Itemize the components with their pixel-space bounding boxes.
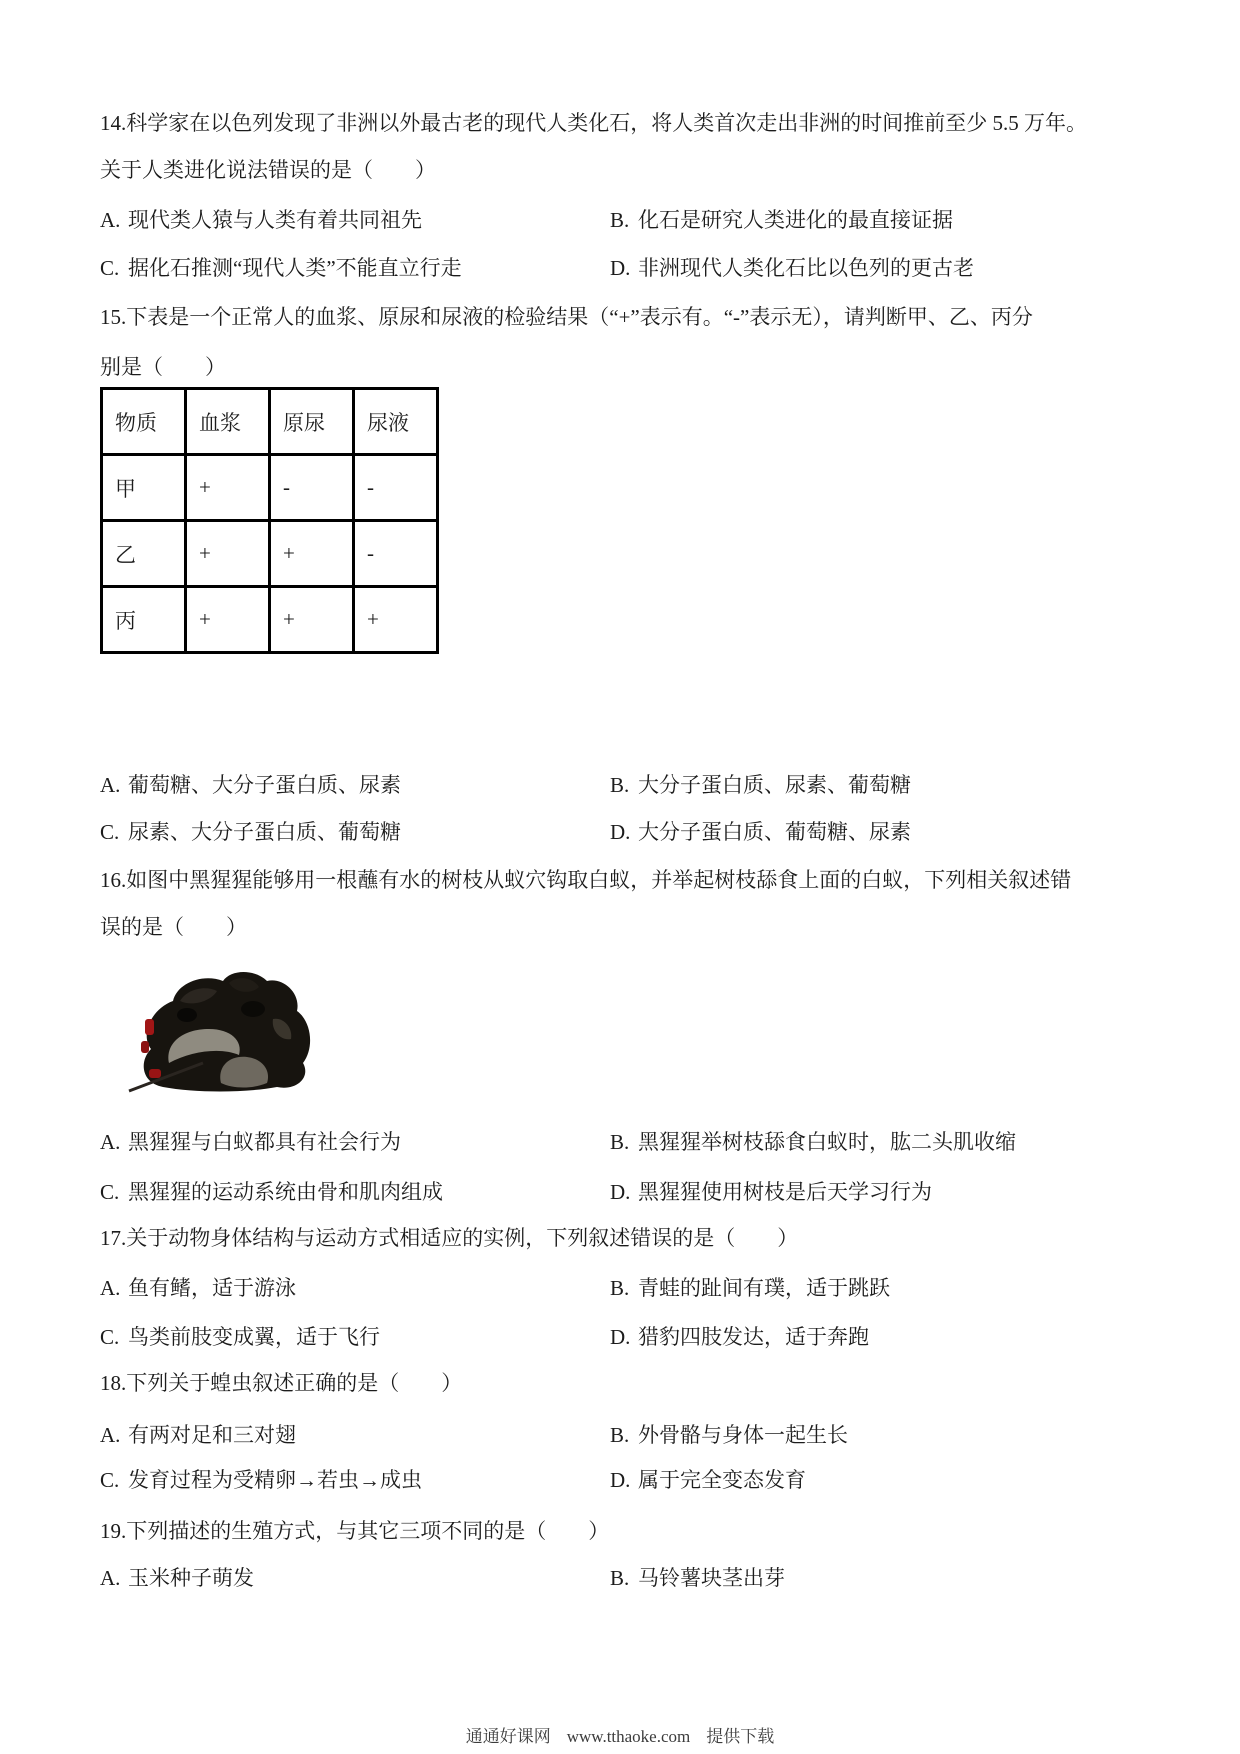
option-label: D. xyxy=(610,1180,631,1204)
question-18-option-d xyxy=(610,1457,806,1504)
question-14-options-row-1 xyxy=(100,197,1180,244)
question-15-options-row-1 xyxy=(100,762,1180,809)
option-text: 鱼有鳍，适于游泳 xyxy=(128,1276,296,1300)
table-cell: 乙 xyxy=(102,521,186,587)
option-text: 黑猩猩使用树枝是后天学习行为 xyxy=(638,1180,932,1204)
option-text: 化石是研究人类进化的最直接证据 xyxy=(638,208,953,232)
question-17-option-d xyxy=(610,1314,869,1361)
footer-note: 提供下载 xyxy=(706,1727,775,1746)
table-cell: + xyxy=(270,587,354,653)
question-15-option-a xyxy=(100,762,401,809)
chimpanzee-photo xyxy=(125,965,320,1095)
question-15-stem-line-1: 15.下表是一个正常人的血浆、原尿和尿液的检验结果（“+”表示有。“-”表示无），请判断甲、乙、丙分 xyxy=(100,305,1033,329)
option-text: 黑猩猩的运动系统由骨和肌肉组成 xyxy=(128,1180,443,1204)
table-header-row xyxy=(102,389,438,455)
option-label: D. xyxy=(610,1468,631,1492)
question-17-options-row-1 xyxy=(100,1265,1180,1312)
question-16-stem-line-2: 误的是（ ） xyxy=(100,915,247,939)
table-header-primary-urine: 原尿 xyxy=(270,389,354,455)
footer-url: www.tthaoke.com xyxy=(566,1727,691,1746)
question-16-option-d xyxy=(610,1169,932,1216)
option-text: 属于完全变态发育 xyxy=(638,1468,806,1492)
question-15-stem-line-2: 别是（ ） xyxy=(100,355,226,379)
option-label: D. xyxy=(610,256,631,280)
option-text: 非洲现代人类化石比以色列的更古老 xyxy=(638,256,974,280)
question-15-option-d xyxy=(610,809,911,856)
question-17-options-row-2 xyxy=(100,1314,1180,1361)
question-14-options-row-2 xyxy=(100,245,1180,292)
option-text: 猎豹四肢发达，适于奔跑 xyxy=(638,1325,869,1349)
question-15-option-c xyxy=(100,809,401,856)
option-text: 葡萄糖、大分子蛋白质、尿素 xyxy=(128,773,401,797)
table-row xyxy=(102,455,438,521)
option-text: 黑猩猩举树枝舔食白蚁时，肱二头肌收缩 xyxy=(638,1130,1016,1154)
table-row xyxy=(102,587,438,653)
option-label: C. xyxy=(100,256,120,280)
table-header-urine: 尿液 xyxy=(354,389,438,455)
page-footer xyxy=(0,1722,1240,1752)
option-label: C. xyxy=(100,1468,120,1492)
option-text: 大分子蛋白质、葡萄糖、尿素 xyxy=(638,820,911,844)
question-18-options-row-2 xyxy=(100,1457,1180,1504)
option-label: A. xyxy=(100,208,121,232)
question-14-option-a xyxy=(100,197,422,244)
question-15-options-row-2 xyxy=(100,809,1180,856)
option-label: D. xyxy=(610,1325,631,1349)
option-label: C. xyxy=(100,1325,120,1349)
question-17-option-b xyxy=(610,1265,890,1312)
question-14-stem-line-1: 14.科学家在以色列发现了非洲以外最古老的现代人类化石，将人类首次走出非洲的时间推前至少 5.5 万年。 xyxy=(100,111,1087,135)
table-cell: 甲 xyxy=(102,455,186,521)
question-19-option-a xyxy=(100,1555,254,1602)
option-text: 玉米种子萌发 xyxy=(128,1566,254,1590)
option-label: B. xyxy=(610,208,630,232)
question-19-options-row-1 xyxy=(100,1555,1180,1602)
question-14-option-b xyxy=(610,197,953,244)
table-header-plasma: 血浆 xyxy=(186,389,270,455)
option-text: 大分子蛋白质、尿素、葡萄糖 xyxy=(638,773,911,797)
question-18-option-a xyxy=(100,1412,296,1459)
option-label: C. xyxy=(100,1180,120,1204)
option-text: 外骨骼与身体一起生长 xyxy=(638,1423,848,1447)
question-19-stem-line-1: 19.下列描述的生殖方式，与其它三项不同的是（ ） xyxy=(100,1519,610,1543)
table-header-substance: 物质 xyxy=(102,389,186,455)
question-18-options-row-1 xyxy=(100,1412,1180,1459)
footer-site-name: 通通好课网 xyxy=(465,1727,551,1746)
table-cell: - xyxy=(354,455,438,521)
urine-test-table xyxy=(100,387,439,654)
question-17-option-c xyxy=(100,1314,380,1361)
option-label: B. xyxy=(610,1276,630,1300)
option-label: D. xyxy=(610,820,631,844)
question-14-option-c xyxy=(100,245,462,292)
option-text: 鸟类前肢变成翼，适于飞行 xyxy=(128,1325,380,1349)
option-label: A. xyxy=(100,1130,121,1154)
table-cell: - xyxy=(354,521,438,587)
option-text: 黑猩猩与白蚁都具有社会行为 xyxy=(128,1130,401,1154)
question-16-option-a xyxy=(100,1119,401,1166)
question-14-stem-line-2: 关于人类进化说法错误的是（ ） xyxy=(100,158,436,182)
table-cell: + xyxy=(354,587,438,653)
question-18-option-b xyxy=(610,1412,848,1459)
option-text: 尿素、大分子蛋白质、葡萄糖 xyxy=(128,820,401,844)
table-cell: + xyxy=(186,521,270,587)
option-label: B. xyxy=(610,773,630,797)
question-16-option-c xyxy=(100,1169,443,1216)
option-label: A. xyxy=(100,1276,121,1300)
table-cell: + xyxy=(186,455,270,521)
option-label: A. xyxy=(100,773,121,797)
question-17-option-a xyxy=(100,1265,296,1312)
question-16-options-row-1 xyxy=(100,1119,1180,1166)
table-cell: + xyxy=(270,521,354,587)
option-text: 青蛙的趾间有璞，适于跳跃 xyxy=(638,1276,890,1300)
option-label: B. xyxy=(610,1566,630,1590)
option-label: B. xyxy=(610,1423,630,1447)
option-label: B. xyxy=(610,1130,630,1154)
question-15-option-b xyxy=(610,762,911,809)
option-label: C. xyxy=(100,820,120,844)
option-text: 据化石推测“现代人类”不能直立行走 xyxy=(128,256,462,280)
question-18-stem-line-1: 18.下列关于蝗虫叙述正确的是（ ） xyxy=(100,1371,463,1395)
table-cell: 丙 xyxy=(102,587,186,653)
option-text: 马铃薯块茎出芽 xyxy=(638,1566,785,1590)
option-label: A. xyxy=(100,1423,121,1447)
table-cell: - xyxy=(270,455,354,521)
question-16-options-row-2 xyxy=(100,1169,1180,1216)
option-text: 发育过程为受精卵→若虫→成虫 xyxy=(128,1468,422,1492)
option-label: A. xyxy=(100,1566,121,1590)
question-17-stem-line-1: 17.关于动物身体结构与运动方式相适应的实例，下列叙述错误的是（ ） xyxy=(100,1226,799,1250)
question-16-stem-line-1: 16.如图中黑猩猩能够用一根蘸有水的树枝从蚁穴钩取白蚁，并举起树枝舔食上面的白蚁，下列相关叙述错 xyxy=(100,868,1072,892)
option-text: 现代类人猿与人类有着共同祖先 xyxy=(128,208,422,232)
question-16-option-b xyxy=(610,1119,1016,1166)
question-19-option-b xyxy=(610,1555,785,1602)
question-14-option-d xyxy=(610,245,974,292)
question-18-option-c xyxy=(100,1457,422,1504)
option-text: 有两对足和三对翅 xyxy=(128,1423,296,1447)
table-row xyxy=(102,521,438,587)
table-cell: + xyxy=(186,587,270,653)
